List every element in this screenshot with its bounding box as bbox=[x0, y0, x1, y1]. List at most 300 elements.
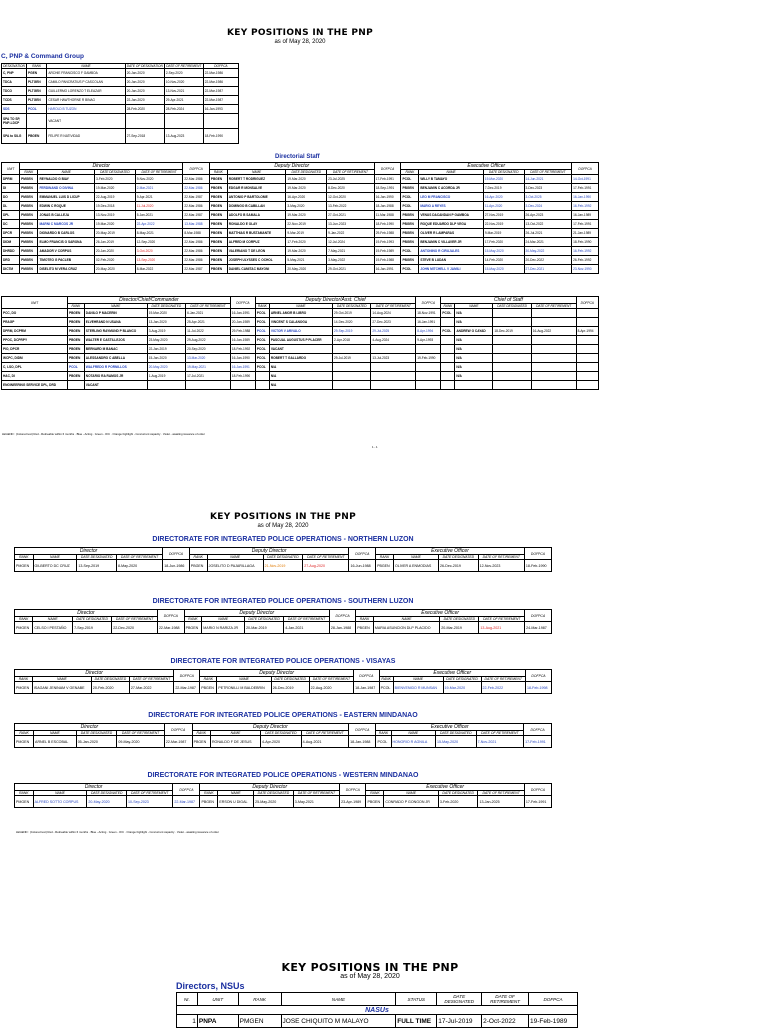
name-cell: VACANT bbox=[47, 114, 125, 129]
sub-header: NAME bbox=[391, 731, 435, 736]
table-cell: 13-Nov-2021 bbox=[164, 87, 203, 96]
table-cell: 26-Dec-2019 bbox=[271, 682, 309, 694]
table-cell bbox=[255, 372, 269, 381]
table-cell: 7-Sep-2019 bbox=[73, 622, 112, 634]
name-cell: GILBERTO DC CRUZ bbox=[33, 560, 77, 572]
table-cell: 22-Apr-2022 bbox=[135, 220, 183, 229]
table-cell: 16-Jan-1989 bbox=[230, 336, 255, 345]
table-cell bbox=[333, 381, 371, 390]
table-cell: PIO, DPCR bbox=[2, 345, 68, 354]
group-header: Director bbox=[15, 784, 173, 791]
table-cell: 28-Jan-1988 bbox=[329, 622, 355, 634]
sub-header: NAME bbox=[227, 170, 286, 175]
table-cell: 19-Feb-1988 bbox=[374, 256, 401, 265]
table-cell: 29-Feb-1988 bbox=[230, 327, 255, 336]
group-header: Director bbox=[15, 548, 163, 555]
table-cell: 27-Dec-2021 bbox=[524, 265, 572, 274]
table-cell: PMGEN bbox=[15, 560, 34, 572]
name-cell: OLIVER A ENMODIAS bbox=[393, 560, 438, 572]
table-cell: 16-Jan-1991 bbox=[374, 265, 401, 274]
table-cell bbox=[416, 372, 441, 381]
group-header: DOFPCA bbox=[576, 297, 598, 309]
group-header: Director bbox=[15, 724, 165, 731]
name-cell: N/A bbox=[455, 336, 493, 345]
table-cell: 18-Nov-1991 bbox=[416, 309, 441, 318]
table-cell bbox=[576, 354, 598, 363]
table-cell: 27-Dec-2023 bbox=[371, 318, 416, 327]
table-cell: 29-Oct-2021 bbox=[327, 265, 375, 274]
group-header: Director bbox=[20, 163, 183, 170]
table-cell bbox=[493, 336, 531, 345]
table-cell: PBGEN bbox=[209, 220, 227, 229]
table-cell: PCOL bbox=[255, 363, 269, 372]
table-cell: 24-Mar-2021 bbox=[524, 238, 572, 247]
table-cell: 18-Feb-1990 bbox=[230, 372, 255, 381]
table-cell: 18-Feb-1990 bbox=[524, 560, 551, 572]
table-cell bbox=[371, 363, 416, 372]
name-cell: PASCUAL AUGUSTUS P PLACER bbox=[269, 336, 332, 345]
table-cell: PBGEN bbox=[376, 560, 394, 572]
table-row bbox=[2, 309, 599, 318]
table-cell: 12-Nov-2023 bbox=[478, 560, 524, 572]
table-cell: 19-Mar-2020 bbox=[483, 175, 524, 184]
sub-header: RANK bbox=[184, 617, 202, 622]
table-row bbox=[2, 87, 239, 96]
sub-header: RANK bbox=[209, 170, 227, 175]
table-cell: PBGEN bbox=[401, 238, 419, 247]
name-cell: MATTHIAS R BUSTAMANTE bbox=[227, 229, 286, 238]
group-header: Director/Chief/Commander bbox=[67, 297, 230, 304]
table-cell bbox=[441, 336, 455, 345]
table-cell bbox=[576, 363, 598, 372]
name-cell: WALFREDO R PORNILLOS bbox=[84, 363, 147, 372]
sub-header: DATE DESIGNATED bbox=[77, 555, 117, 560]
group-row bbox=[15, 610, 552, 617]
group-header: DOFPCA bbox=[524, 724, 552, 736]
table-cell: PBGEN bbox=[209, 256, 227, 265]
name-cell: ARNEL AMOR B LIBRO bbox=[269, 309, 332, 318]
table-cell: PBGEN bbox=[200, 682, 217, 694]
table-cell: PBGEN bbox=[67, 318, 84, 327]
table-cell: 22-Aug-2019 bbox=[95, 193, 136, 202]
table-cell: PCOL bbox=[255, 354, 269, 363]
table-cell: 2-Mar-2021 bbox=[135, 184, 183, 193]
column-header: DATE OF DESIGNATION bbox=[126, 64, 163, 68]
table-cell: PBGEN bbox=[67, 354, 84, 363]
name-cell: JOHN MITCHELL V JAMILI bbox=[419, 265, 483, 274]
table-cell: 3-Aug-2019 bbox=[147, 327, 185, 336]
group-header: Chief of Staff bbox=[441, 297, 576, 304]
table-row bbox=[2, 229, 599, 238]
table-cell: 9-Nov-2020 bbox=[135, 175, 183, 184]
table-cell: TCDS bbox=[2, 96, 27, 105]
sub-header: NAME bbox=[34, 731, 77, 736]
name-cell: ALFRED M CORPUZ bbox=[227, 238, 286, 247]
table-cell: 16-Jan-1993 bbox=[203, 105, 238, 114]
table-cell: 27-Oct-2021 bbox=[327, 211, 375, 220]
sub-header: NAME bbox=[269, 304, 332, 309]
table-cell: 14-Aug-2024 bbox=[371, 309, 416, 318]
table-cell: 02-Feb-2020 bbox=[95, 256, 136, 265]
column-header: NAME bbox=[281, 993, 396, 1006]
table-cell: 1-Aug-2019 bbox=[147, 372, 185, 381]
name-cell: DANILO P MACERIN bbox=[84, 309, 147, 318]
sub-header: DATE DESIGNATED bbox=[435, 731, 476, 736]
dipo-table bbox=[14, 669, 552, 694]
sub-header: NAME bbox=[33, 617, 73, 622]
sub-header: DATE DESIGNATED bbox=[91, 677, 129, 682]
table-cell: 17-Jul-2019 bbox=[437, 1015, 482, 1028]
table-cell: 22-Aug-2020 bbox=[309, 682, 353, 694]
table-cell: 19-Feb-1993 bbox=[374, 238, 401, 247]
group-row bbox=[15, 548, 552, 555]
name-cell: VALERIANO T DE LEON bbox=[227, 247, 286, 256]
column-header: DATE OF RETIREMENT bbox=[166, 64, 202, 68]
table-cell: PMGEN bbox=[20, 229, 38, 238]
table-cell bbox=[576, 372, 598, 381]
table-cell: 19-May-2021 bbox=[186, 363, 231, 372]
table-cell: 7-May-2021 bbox=[327, 247, 375, 256]
name-cell: MARIA ASUNCION DLP PLACIDO bbox=[373, 622, 439, 634]
sub-row bbox=[15, 555, 552, 560]
page-date: as of May 28, 2020 bbox=[274, 39, 326, 45]
table-cell: 19-Mar-2020 bbox=[443, 682, 481, 694]
table-cell: 16-Jan-1990 bbox=[572, 193, 599, 202]
name-cell: N/A bbox=[455, 372, 493, 381]
group-header: UNIT bbox=[2, 297, 68, 309]
sub-header: DATE OF RETIREMENT bbox=[531, 304, 576, 309]
name-cell: FELIPE R NATIVIDAD bbox=[47, 129, 125, 144]
name-cell: JOSEPH ULYSSES C OCHOL bbox=[227, 256, 286, 265]
name-cell bbox=[455, 381, 493, 390]
table-cell bbox=[255, 381, 269, 390]
name-cell: BERNARD M BANAC bbox=[84, 345, 147, 354]
table-cell: PCOL bbox=[379, 682, 393, 694]
table-cell bbox=[576, 345, 598, 354]
name-cell: OLIVER R LAMPARAS bbox=[419, 229, 483, 238]
table-cell: 27-Sep-2018 bbox=[125, 129, 164, 144]
group-header: DOFPCA bbox=[157, 610, 184, 622]
table-cell bbox=[493, 345, 531, 354]
sub-header: RANK bbox=[255, 304, 269, 309]
table-cell: PCOL bbox=[255, 309, 269, 318]
table-cell: 29-Sep-2019 bbox=[333, 327, 371, 336]
table-cell: 4-Apr-2020 bbox=[261, 736, 302, 748]
table-cell: 22-Nov-2019 bbox=[286, 220, 327, 229]
table-cell: 16-Jan-1990 bbox=[374, 193, 401, 202]
table-cell bbox=[493, 372, 531, 381]
page-title: KEY POSITIONS IN THE PNP bbox=[281, 961, 459, 974]
command-group-heading: C, PNP & Command Group bbox=[1, 53, 84, 60]
group-header: DOFPCA bbox=[524, 784, 551, 796]
name-cell: ELMO FRANCIS O SARONA bbox=[38, 238, 95, 247]
name-cell: ISAGANI JENINAM V GENABE bbox=[32, 682, 91, 694]
table-cell: 19-Dec-2018 bbox=[95, 202, 136, 211]
table-cell: PBGEN bbox=[26, 129, 46, 144]
table-cell: 20-Feb-2020 bbox=[91, 682, 129, 694]
group-header: DOFPCA bbox=[164, 724, 192, 736]
table-cell: 22-Mar-1986 bbox=[203, 78, 238, 87]
table-cell: 2-Sep-2020 bbox=[164, 69, 203, 78]
sub-header: DATE DESIGNATED bbox=[440, 617, 479, 622]
sub-header: RANK bbox=[401, 170, 419, 175]
table-cell bbox=[493, 318, 531, 327]
table-cell: 3-May-2020 bbox=[286, 202, 327, 211]
table-cell: 19-Mar-2020 bbox=[286, 247, 327, 256]
table-cell: 9-Jan-2022 bbox=[327, 229, 375, 238]
table-cell bbox=[203, 114, 238, 129]
sub-header: DATE DESIGNATED bbox=[443, 677, 481, 682]
page-title: KEY POSITIONS IN THE PNP bbox=[209, 512, 357, 522]
table-cell: 11-Apr-2020 bbox=[483, 202, 524, 211]
name-cell: EDGAR R MONSALVE bbox=[227, 184, 286, 193]
table-cell: 14-Feb-2020 bbox=[483, 256, 524, 265]
table-cell: PLTGEN bbox=[26, 87, 46, 96]
name-cell: HAROLD B TUZON bbox=[47, 105, 125, 114]
sub-header: NAME bbox=[217, 677, 271, 682]
sub-header: DATE DESIGNATED bbox=[438, 791, 478, 796]
table-cell: PMGEN bbox=[20, 193, 38, 202]
table-cell: 17-Jul-2021 bbox=[186, 372, 231, 381]
table-cell: 20-May-2019 bbox=[95, 229, 136, 238]
table-cell: PCOL bbox=[67, 363, 84, 372]
table-cell: C, PNP bbox=[2, 69, 27, 78]
sub-header: DATE OF RETIREMENT bbox=[293, 791, 339, 796]
sub-header: NAME bbox=[33, 791, 87, 796]
table-cell: DHRDD bbox=[2, 247, 20, 256]
name-cell: ERSON U DIGAL bbox=[218, 796, 254, 808]
name-cell: VENUS DACANDAN P GAMBOA bbox=[419, 211, 483, 220]
name-cell: EMMANUEL LUIS D LICUP bbox=[38, 193, 95, 202]
group-header: Deputy Director/Asst. Chief bbox=[255, 297, 415, 304]
table-cell: PCOL bbox=[376, 736, 391, 748]
sub-row bbox=[15, 791, 552, 796]
sub-header: RANK bbox=[366, 791, 384, 796]
table-cell: PBGEN bbox=[401, 211, 419, 220]
table-cell: 18-Sep-1991 bbox=[374, 184, 401, 193]
column-header: DOFPCA bbox=[203, 64, 238, 69]
table-cell: 8-Apr-1994 bbox=[576, 327, 598, 336]
table-cell: 3-Oct-2020 bbox=[135, 247, 183, 256]
table-cell: PBGEN bbox=[209, 202, 227, 211]
table-cell: 22-Mar-1987 bbox=[183, 211, 210, 220]
table-cell: 2-Apr-2018 bbox=[333, 336, 371, 345]
table-cell bbox=[441, 354, 455, 363]
table-cell: 18-Jan-1988 bbox=[374, 202, 401, 211]
table-cell bbox=[26, 114, 46, 129]
table-row bbox=[2, 354, 599, 363]
table-cell: DPRM, DCPRM bbox=[2, 327, 68, 336]
table-cell: 29-Jul-2019 bbox=[333, 354, 371, 363]
group-row bbox=[15, 724, 552, 731]
table-cell: 19-Feb-1989 bbox=[374, 247, 401, 256]
directorial-staff-table bbox=[1, 162, 599, 274]
sub-header: DATE DESIGNATED bbox=[73, 617, 112, 622]
table-cell: 16-Jun-1988 bbox=[349, 560, 376, 572]
table-cell bbox=[230, 381, 255, 390]
table-cell bbox=[531, 372, 576, 381]
table-row bbox=[2, 256, 599, 265]
table-cell: 23-May-2020 bbox=[147, 336, 185, 345]
table-cell: 22-Mar-1986 bbox=[183, 247, 210, 256]
name-cell: N/A bbox=[455, 345, 493, 354]
group-header: DOFPCA bbox=[183, 163, 210, 175]
column-header: RANK bbox=[238, 993, 281, 1006]
sub-header: DATE DESIGNATED bbox=[76, 731, 117, 736]
name-cell: DOMINGO B CABILLAN bbox=[227, 202, 286, 211]
group-header: DOFPCA bbox=[374, 163, 401, 175]
sub-header: RANK bbox=[67, 304, 84, 309]
table-cell: 13-Jan-2025 bbox=[478, 796, 524, 808]
table-cell: 15-May-2020 bbox=[435, 736, 476, 748]
table-row bbox=[2, 327, 599, 336]
table-cell: 28-Feb-2020 bbox=[125, 105, 164, 114]
table-cell: 25-May-2020 bbox=[254, 796, 294, 808]
name-cell: CAMILO PANCRATIUS P CASCOLAN bbox=[47, 78, 125, 87]
table-cell: 23-Jul-2025 bbox=[327, 175, 375, 184]
name-cell: VACANT bbox=[84, 381, 147, 390]
table-row bbox=[2, 105, 239, 114]
table-row bbox=[15, 736, 552, 748]
name-cell: JOSE CHIQUITO M MALAYO bbox=[281, 1015, 396, 1028]
table-cell: SPA to SILG bbox=[2, 129, 27, 144]
group-row bbox=[15, 670, 552, 677]
group-header: DOFPCA bbox=[354, 670, 380, 682]
group-header: DOFPCA bbox=[163, 548, 190, 560]
table-cell: 22-Mar-1986 bbox=[183, 238, 210, 247]
table-cell: 22-Mar-1986 bbox=[203, 69, 238, 78]
table-cell: 9-Apr-2021 bbox=[135, 193, 183, 202]
table-cell bbox=[67, 381, 84, 390]
table-cell: 19-Feb-1990 bbox=[416, 354, 441, 363]
sub-header: RANK bbox=[379, 677, 393, 682]
name-cell: N/A bbox=[269, 381, 332, 390]
group-header: Deputy Director bbox=[192, 724, 349, 731]
table-cell: 22-Mar-1987 bbox=[183, 193, 210, 202]
group-header: Executive Officer bbox=[366, 784, 524, 791]
table-cell bbox=[147, 381, 185, 390]
table-cell: 7-Nov-2021 bbox=[476, 736, 524, 748]
table-cell: 25-Apr-2021 bbox=[186, 318, 231, 327]
table-cell: 18-Feb-1990 bbox=[572, 238, 599, 247]
sub-header: DATE OF RETIREMENT bbox=[478, 555, 524, 560]
sub-header: DATE OF RETIREMENT bbox=[284, 617, 330, 622]
sub-header: DATE DESIGNATED bbox=[286, 170, 327, 175]
table-cell: 22-Mar-1987 bbox=[174, 682, 200, 694]
name-cell: ANTONIO P BARTOLOME bbox=[227, 193, 286, 202]
name-cell: JONAS B CALLEJA bbox=[38, 211, 95, 220]
table-cell: 21-Nov-2019 bbox=[263, 560, 303, 572]
section-heading: DIRECTORATE FOR INTEGRATED POLICE OPERATIONS - SOUTHERN LUZON bbox=[152, 598, 414, 605]
name-cell: N/A bbox=[455, 309, 493, 318]
table-cell bbox=[416, 381, 441, 390]
table-cell: 22-Mar-1986 bbox=[183, 175, 210, 184]
sub-header: RANK bbox=[356, 617, 374, 622]
name-cell: WILLY B TAMAYO bbox=[419, 175, 483, 184]
table-cell bbox=[371, 372, 416, 381]
table-cell: 4-Aug-2021 bbox=[301, 736, 349, 748]
sub-header: DATE OF RETIREMENT bbox=[371, 304, 416, 309]
name-cell: ADOLFO B SAMALA bbox=[227, 211, 286, 220]
sub-header: DATE DESIGNATED bbox=[254, 791, 294, 796]
table-cell: PBGEN bbox=[67, 327, 84, 336]
page-date: as of May 28, 2020 bbox=[340, 973, 400, 980]
table-cell: 22-Feb-2022 bbox=[481, 682, 525, 694]
table-cell: 1 bbox=[177, 1015, 198, 1028]
name-cell: AMADOR V CORPUS bbox=[38, 247, 95, 256]
sub-header: DATE OF RETIREMENT bbox=[186, 304, 231, 309]
table-cell: 20-May-2020 bbox=[87, 796, 127, 808]
table-cell: 5-Jan-2021 bbox=[135, 211, 183, 220]
table-cell bbox=[333, 345, 371, 354]
sub-header: NAME bbox=[218, 791, 254, 796]
table-row bbox=[2, 265, 599, 274]
table-row bbox=[2, 202, 599, 211]
name-cell: CESAR HAWTHORNE R BINAG bbox=[47, 96, 125, 105]
table-cell: 15-May-2020 bbox=[483, 265, 524, 274]
table-row bbox=[2, 363, 599, 372]
name-cell: MARIO A REYES bbox=[419, 202, 483, 211]
sub-header: DATE OF RETIREMENT bbox=[301, 731, 349, 736]
table-cell: 13-Jul-2023 bbox=[371, 354, 416, 363]
table-row bbox=[2, 193, 599, 202]
table-cell: PBGEN bbox=[184, 622, 202, 634]
table-row bbox=[15, 622, 552, 634]
sub-header: DATE DESIGNATED bbox=[271, 677, 309, 682]
table-cell: PBGEN bbox=[200, 796, 218, 808]
table-cell: 19-Mar-2020 bbox=[95, 220, 136, 229]
table-cell: 10-Nov-2020 bbox=[164, 78, 203, 87]
table-cell: 12-Jul-2024 bbox=[327, 238, 375, 247]
table-cell: 22-Mar-1986 bbox=[183, 184, 210, 193]
table-cell: PBGEN bbox=[209, 184, 227, 193]
table-cell: DIDM bbox=[2, 238, 20, 247]
table-cell: PMGEN bbox=[20, 175, 38, 184]
section-heading: DIRECTORATE FOR INTEGRATED POLICE OPERATIONS - VISAYAS bbox=[170, 658, 396, 665]
table-cell bbox=[531, 318, 576, 327]
table-cell: PBGEN bbox=[67, 336, 84, 345]
table-cell: PMGEN bbox=[238, 1015, 281, 1028]
table-cell: DICTM bbox=[2, 265, 20, 274]
table-cell: 29-Oct-2019 bbox=[333, 309, 371, 318]
table-cell: DPCR bbox=[2, 229, 20, 238]
table-cell: 18-Dec-2019 bbox=[493, 327, 531, 336]
table-cell: PMGEN bbox=[20, 220, 38, 229]
table-cell: 16-Apr-2020 bbox=[286, 193, 327, 202]
table-row bbox=[2, 381, 599, 390]
group-header: Director bbox=[15, 610, 158, 617]
table-cell: 27-Mar-2022 bbox=[129, 682, 173, 694]
table-cell bbox=[493, 381, 531, 390]
group-header: Deputy Director bbox=[200, 670, 354, 677]
table-cell: 8-Mar-1988 bbox=[183, 229, 210, 238]
group-header: DOFPCA bbox=[525, 670, 551, 682]
table-cell: 24-Mar-1987 bbox=[525, 622, 552, 634]
name-cell: HONORIO R AGNILA bbox=[391, 736, 435, 748]
name-cell: RONALDO F DE JESUS bbox=[210, 736, 260, 748]
table-cell: 19-Mar-2020 bbox=[286, 175, 327, 184]
table-cell: DPL bbox=[2, 211, 20, 220]
directorial-staff-heading: Directorial Staff bbox=[275, 154, 320, 160]
table-cell: 13-Feb-2022 bbox=[327, 202, 375, 211]
table-row bbox=[2, 114, 239, 129]
table-cell bbox=[416, 345, 441, 354]
table-cell: PBGEN bbox=[209, 193, 227, 202]
column-header: DOFPCA bbox=[529, 993, 578, 1006]
table-cell: 20-May-2020 bbox=[286, 265, 327, 274]
table-cell: PCOL bbox=[441, 327, 455, 336]
table-cell: PBGEN bbox=[401, 256, 419, 265]
